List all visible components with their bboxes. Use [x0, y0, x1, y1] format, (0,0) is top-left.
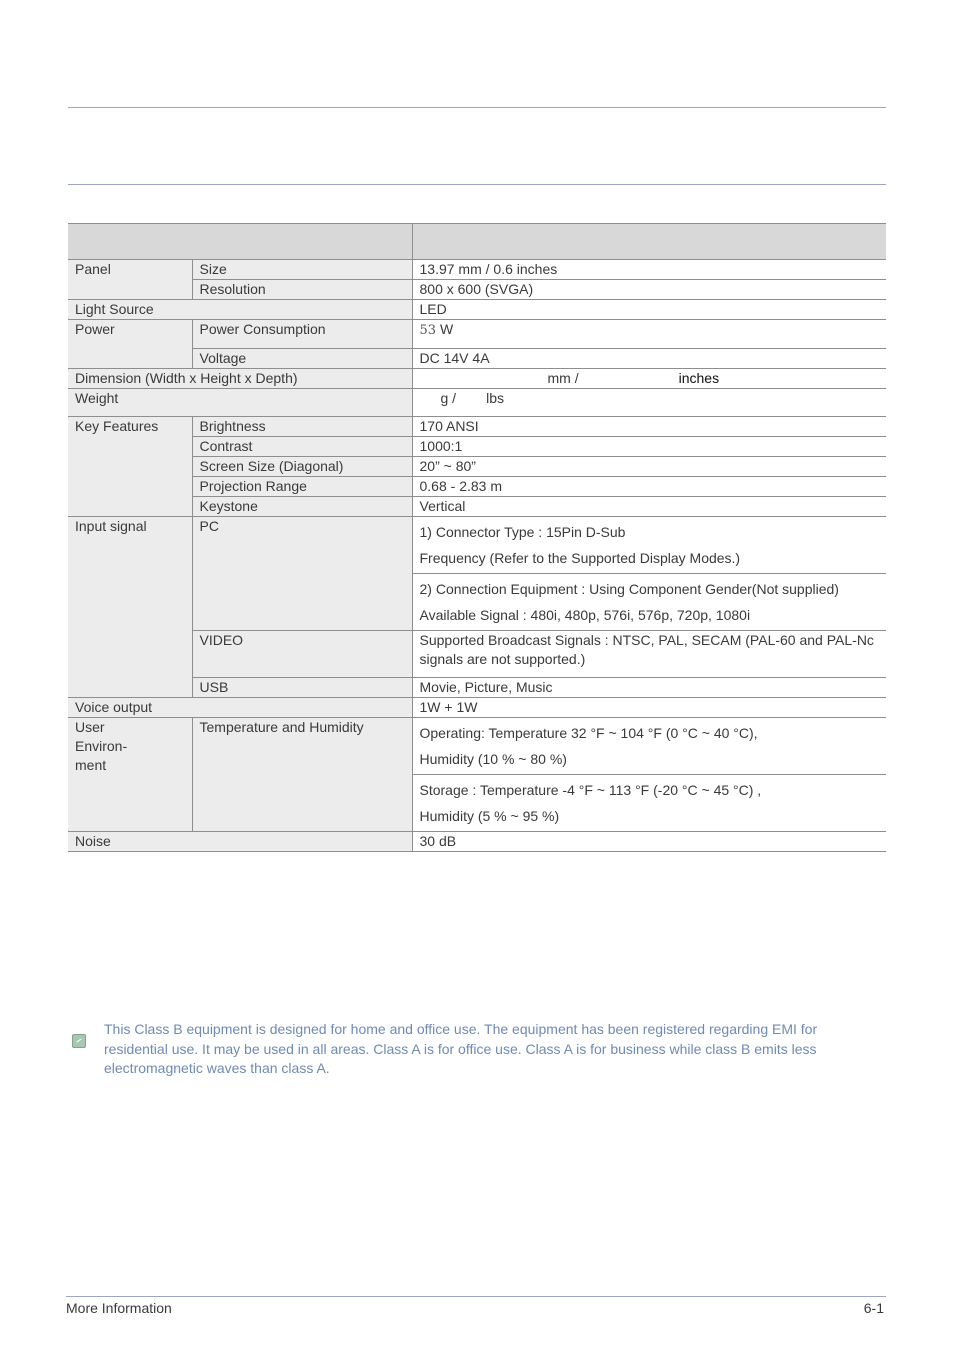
- row-value: [412, 775, 886, 832]
- footer-page-number: 6-1: [863, 1300, 884, 1316]
- row-sublabel: Power Consumption: [192, 320, 412, 349]
- table-header-row: [68, 224, 886, 260]
- pc-connection-equipment: 2) Connection Equipment : Using Component Gender(Not supplied): [419, 581, 839, 597]
- row-value: 13.97 mm / 0.6 inches: [412, 260, 886, 280]
- row-value: Supported Broadcast Signals : NTSC, PAL, SECAM (PAL-60 and PAL-Nc signals are not supported.): [412, 631, 886, 678]
- row-value: [412, 320, 886, 349]
- row-label-noise: Noise: [68, 832, 412, 852]
- row-label-voice-output: Voice output: [68, 698, 412, 718]
- table-row: [68, 718, 886, 775]
- storage-humidity: Humidity (5 % ~ 95 %): [419, 808, 560, 824]
- row-value: 800 x 600 (SVGA): [412, 280, 886, 300]
- table-row: [68, 260, 886, 280]
- header-cell-item: [68, 224, 412, 260]
- specifications-table: [68, 223, 886, 852]
- row-value: [412, 718, 886, 775]
- weight-unit-lbs: lbs: [486, 390, 504, 406]
- table-row: [68, 832, 886, 852]
- table-row: [68, 417, 886, 437]
- dimension-unit-inches: inches: [678, 370, 720, 386]
- row-label-key-features: Key Features: [68, 417, 192, 517]
- row-sublabel: Brightness: [192, 417, 412, 437]
- row-sublabel: Resolution: [192, 280, 412, 300]
- row-label-input-signal: Input signal: [68, 517, 192, 698]
- row-label-panel: Panel: [68, 260, 192, 300]
- title-rule: [68, 184, 886, 185]
- row-value: 1W + 1W: [412, 698, 886, 718]
- row-sublabel: Size: [192, 260, 412, 280]
- pc-available-signal: Available Signal : 480i, 480p, 576i, 576p, 720p, 1080i: [419, 607, 751, 623]
- row-value: DC 14V 4A: [412, 349, 886, 369]
- row-sublabel: Projection Range: [192, 477, 412, 497]
- table-row: [68, 517, 886, 574]
- row-value: 30 dB: [412, 832, 886, 852]
- user-environment-label-text: User Environ-ment: [75, 719, 128, 773]
- table-row: [68, 389, 886, 417]
- note-text: This Class B equipment is designed for home and office use. The equipment has been registered regarding EMI for residential use. It may be used in all areas. Class A is for office use. Class A is for business while class B emits less electromagnetic waves than class A.: [104, 1021, 818, 1076]
- row-label-dimension: Dimension (Width x Height x Depth): [68, 369, 412, 389]
- header-cell-value: [412, 224, 886, 260]
- row-value: [412, 574, 886, 631]
- table-row: [68, 300, 886, 320]
- power-consumption-unit: W: [439, 321, 454, 337]
- row-value: Movie, Picture, Music: [412, 678, 886, 698]
- operating-temperature: Operating: Temperature 32 °F ~ 104 °F (0 °C ~ 40 °C),: [419, 725, 758, 741]
- row-label-light-source: Light Source: [68, 300, 412, 320]
- top-rule: [68, 107, 886, 108]
- row-value: [412, 389, 886, 417]
- dimension-unit-mm: mm /: [547, 370, 579, 386]
- row-value: 1000:1: [412, 437, 886, 457]
- row-label-weight: Weight: [68, 389, 412, 417]
- row-label-power: Power: [68, 320, 192, 369]
- storage-temperature: Storage : Temperature -4 °F ~ 113 °F (-20 °C ~ 45 °C) ,: [419, 782, 762, 798]
- table-row: [68, 369, 886, 389]
- row-value: LED: [412, 300, 886, 320]
- weight-unit-g: g /: [440, 390, 457, 406]
- row-value: [412, 517, 886, 574]
- row-sublabel: Voltage: [192, 349, 412, 369]
- row-value: [412, 369, 886, 389]
- row-sublabel: Contrast: [192, 437, 412, 457]
- row-value: 20” ~ 80”: [412, 457, 886, 477]
- row-value: 170 ANSI: [412, 417, 886, 437]
- row-value: Vertical: [412, 497, 886, 517]
- row-value: 0.68 - 2.83 m: [412, 477, 886, 497]
- row-sublabel: VIDEO: [192, 631, 412, 678]
- table-row: [68, 320, 886, 349]
- table-row: [68, 698, 886, 718]
- footer-section-title: More Information: [66, 1300, 172, 1316]
- pc-frequency: Frequency (Refer to the Supported Display Modes.): [419, 550, 741, 566]
- row-sublabel: Keystone: [192, 497, 412, 517]
- row-sublabel: Screen Size (Diagonal): [192, 457, 412, 477]
- note-icon: [72, 1034, 86, 1048]
- operating-humidity: Humidity (10 % ~ 80 %): [419, 751, 567, 767]
- power-consumption-number: 53: [419, 323, 437, 338]
- row-label-user-environment: [68, 718, 192, 832]
- row-sublabel: PC: [192, 517, 412, 631]
- footer-rule: [66, 1296, 886, 1297]
- pc-connector-type: 1) Connector Type : 15Pin D-Sub: [419, 524, 626, 540]
- row-sublabel: USB: [192, 678, 412, 698]
- row-sublabel: Temperature and Humidity: [192, 718, 412, 832]
